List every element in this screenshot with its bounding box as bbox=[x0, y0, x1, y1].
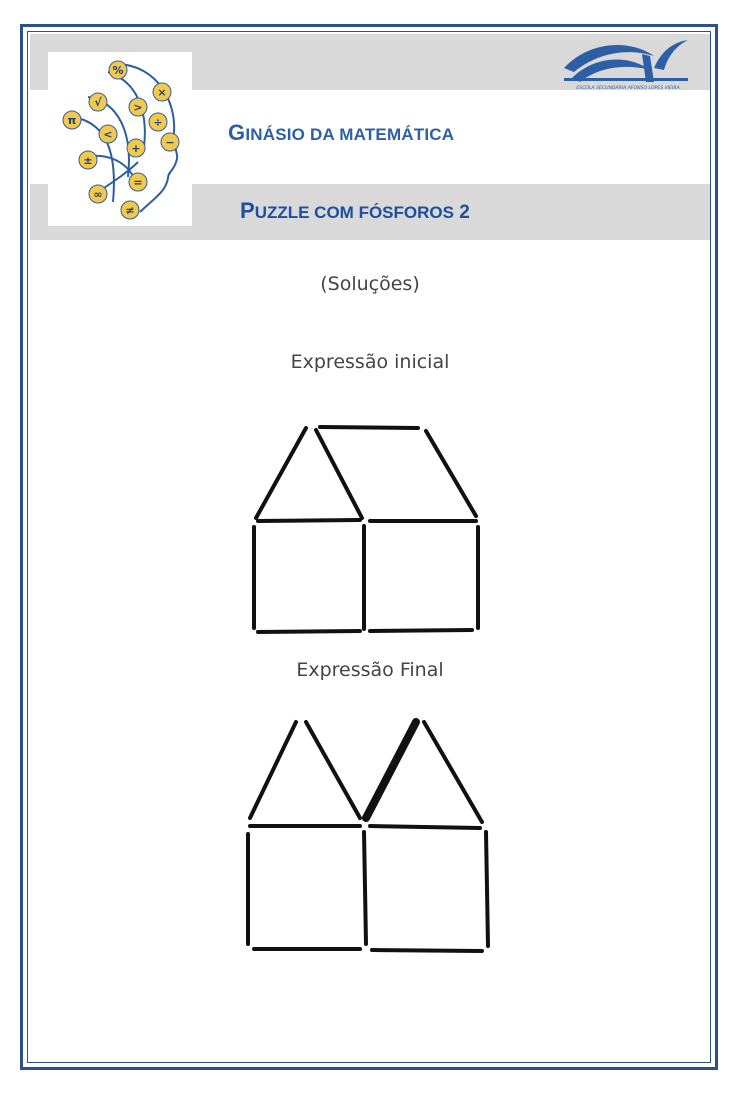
logo-symbol-1: × bbox=[157, 86, 167, 99]
logo-symbol-11: ∞ bbox=[93, 188, 103, 201]
page-title: GINÁSIO DA MATEMÁTICA bbox=[228, 120, 455, 145]
logo-symbol-5: π bbox=[67, 114, 77, 127]
final-expression-label: Expressão Final bbox=[296, 659, 444, 681]
initial-expression-label: Expressão inicial bbox=[290, 351, 450, 373]
logo-symbol-0: % bbox=[112, 64, 124, 77]
logo-symbol-4: ÷ bbox=[153, 116, 163, 129]
logo-symbol-2: √ bbox=[94, 96, 102, 109]
logo-symbol-3: > bbox=[133, 101, 143, 114]
logo-symbol-10: = bbox=[133, 176, 143, 189]
logo-symbol-8: + bbox=[131, 142, 141, 155]
logo-symbol-12: ≠ bbox=[125, 204, 135, 217]
logo-symbol-9: ± bbox=[83, 154, 93, 167]
logo-symbol-7: − bbox=[165, 136, 175, 149]
school-name: ESCOLA SECUNDÁRIA AFONSO LOPES VIEIRA bbox=[576, 86, 680, 91]
solutions-label: (Soluções) bbox=[320, 273, 420, 295]
page-subtitle: PUZZLE COM FÓSFOROS 2 bbox=[240, 198, 470, 223]
logo-symbol-6: < bbox=[103, 128, 113, 141]
